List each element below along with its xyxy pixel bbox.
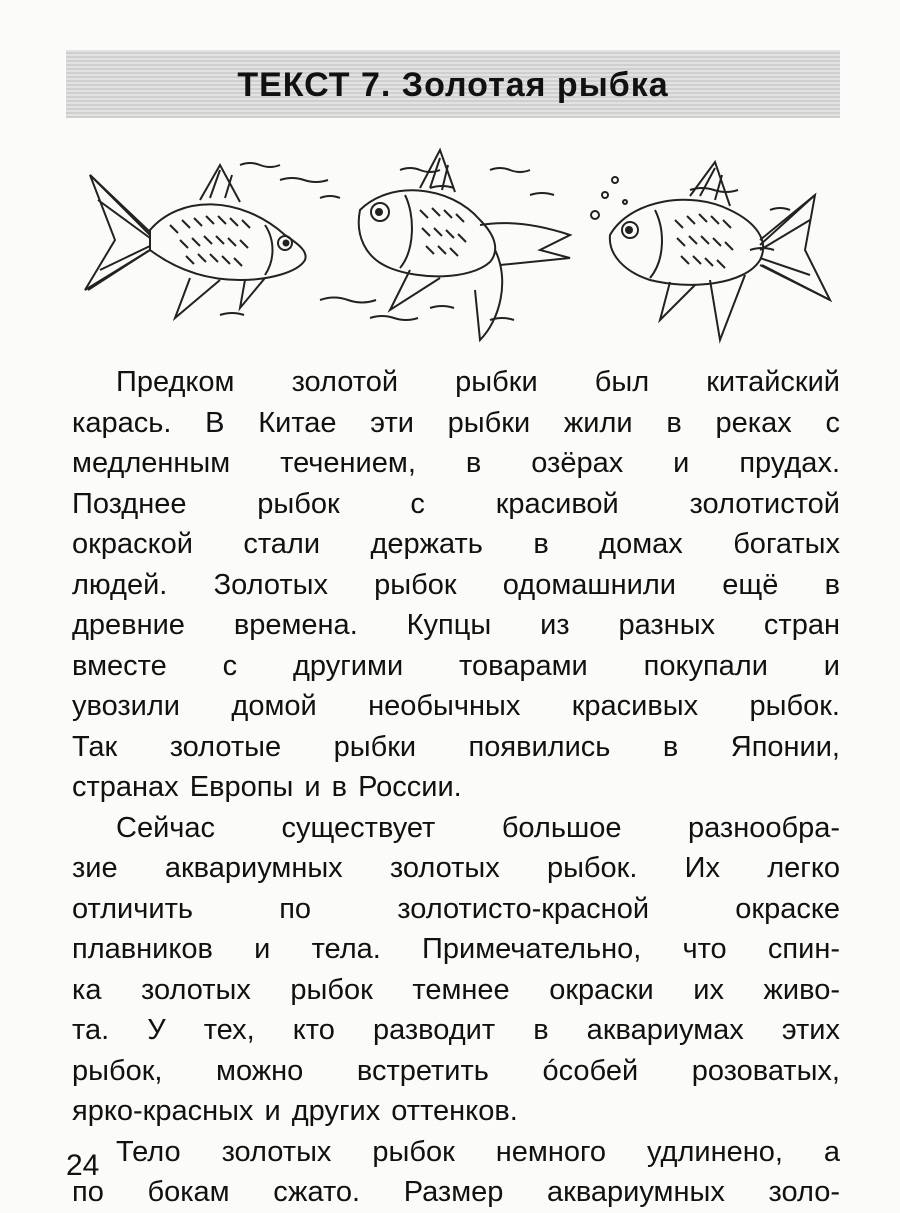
text-line: Тело золотых рыбок немного удлинено, а xyxy=(116,1135,840,1168)
text-line: вместе с другими товарами покупали и xyxy=(72,649,840,682)
text-line: окраской стали держать в домах богатых xyxy=(72,528,840,560)
text-line: та. У тех, кто разводит в аквариумах этих xyxy=(72,1014,840,1046)
text-line: людей. Золотых рыбок одомашнили ещё в xyxy=(72,568,840,601)
text-line: странах Европы и в России. xyxy=(72,771,462,803)
fish-2 xyxy=(359,150,570,340)
text-line: ярко-красных и других оттенков. xyxy=(72,1095,518,1127)
text-line: ка золотых рыбок темнее окраски их живо- xyxy=(72,973,840,1006)
text-line: древние времена. Купцы из разных стран xyxy=(72,609,840,641)
text-line: увозили домой необычных красивых рыбок. xyxy=(72,690,840,722)
text-line: Позднее рыбок с красивой золотистой xyxy=(72,487,840,520)
text-line: зие аквариумных золотых рыбок. Их легко xyxy=(72,852,840,884)
text-line: карась. В Китае эти рыбки жили в реках с xyxy=(72,406,840,439)
page-title: ТЕКСТ 7. Золотая рыбка xyxy=(237,66,669,104)
page-number: 24 xyxy=(66,1149,100,1182)
text-line: Так золотые рыбки появились в Японии, xyxy=(72,730,840,763)
fish-1 xyxy=(85,165,306,318)
text-line: плавников и тела. Примечательно, что спин- xyxy=(72,933,840,965)
text-line: рыбок, можно встретить óсобей розоватых, xyxy=(72,1054,840,1087)
text-line: Предком золотой рыбки был китайский xyxy=(116,366,840,398)
goldfish-illustration xyxy=(70,140,840,350)
text-line: медленным течением, в озёрах и прудах. xyxy=(72,447,840,479)
story-text xyxy=(72,362,840,1213)
text-line: Сейчас существует большое разнообра- xyxy=(116,811,840,844)
text-line: по бокам сжато. Размер аквариумных золо- xyxy=(72,1176,840,1208)
text-line: отличить по золотисто-красной окраске xyxy=(72,892,840,925)
